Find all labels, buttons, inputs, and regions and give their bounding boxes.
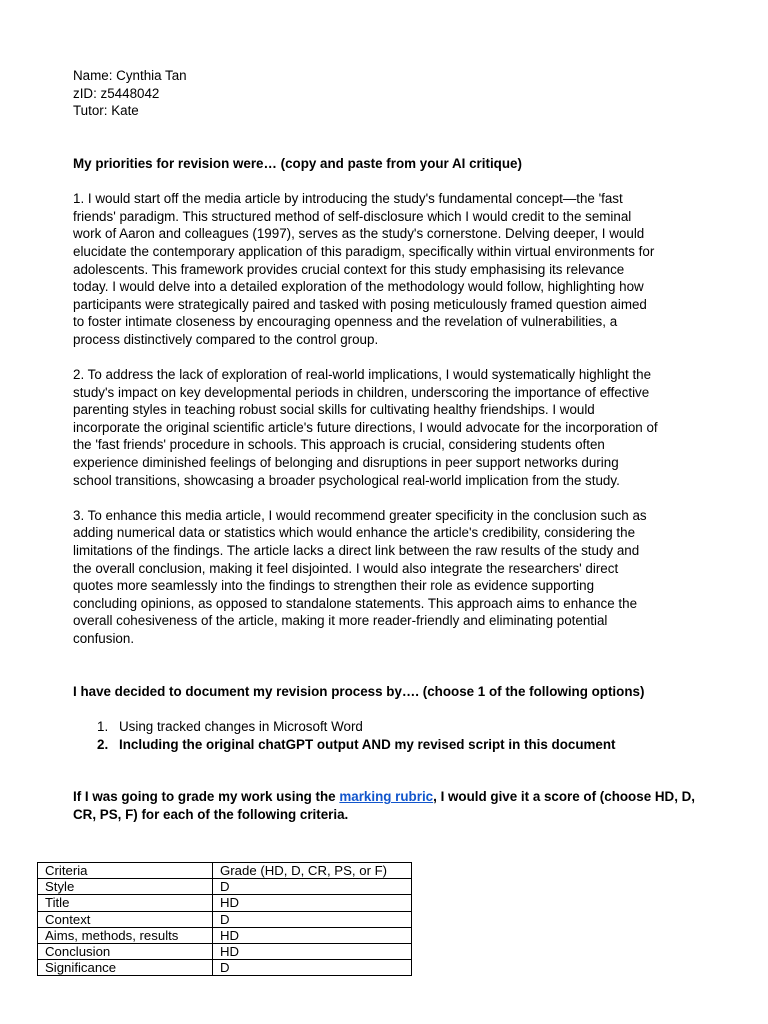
revision-option-number: 1. [97, 718, 109, 734]
revision-option-number: 2. [97, 736, 109, 752]
grading-intro-before: If I was going to grade my work using the [73, 789, 340, 805]
student-name: Name: Cynthia Tan [73, 68, 187, 83]
table-row [38, 879, 412, 895]
revision-heading: I have decided to document my revision process by…. (choose 1 of the following options) [73, 683, 645, 699]
grading-intro [73, 788, 698, 823]
priority-item-1: 1. I would start off the media article by introducing the study's fundamental concept—the 'fast friends' paradigm. This structured method of self-disclosure which I would credit to the seminal work of Aaron and colleagues (1997), serves as the study's cornerstone. Delving deeper, I would elucidate the contemporary application of this paradigm, specifically within virtual environments for adolescents. This framework provides crucial context for this study emphasising its relevance today. I would delve into a detailed exploration of the methodology would follow, highlighting how participants were strategically paired and tasked with posing meticulously framed question aimed to foster intimate closeness by encouraging openness and the revelation of vulnerabilities, a process distinctively compared to the control group. [73, 191, 655, 347]
criteria-cell: Title [38, 895, 213, 911]
table-header-cell: Criteria [38, 863, 213, 879]
student-zid: zID: z5448042 [73, 85, 160, 101]
grade-cell: HD [213, 944, 412, 960]
table-row [38, 911, 412, 927]
grades-table [37, 862, 412, 976]
criteria-cell: Aims, methods, results [38, 927, 213, 943]
priorities-heading: My priorities for revision were… (copy and paste from your AI critique) [73, 155, 522, 171]
tutor-name: Tutor: Kate [73, 103, 139, 119]
table-row [38, 944, 412, 960]
criteria-cell: Style [38, 879, 213, 895]
criteria-cell: Context [38, 911, 213, 927]
revision-option-2 [73, 736, 698, 754]
priority-item-2: 2. To address the lack of exploration of real-world implications, I would systematically highlight the study's impact on key developmental periods in children, underscoring the importance of effective parenting styles in teaching robust social skills for cultivating healthy friendships. I would incorporate the original scientific article's future directions, I would advocate for the incorporation of the 'fast friends' procedure in schools. This approach is crucial, considering students often experience diminished feelings of belonging and disruptions in peer support networks during school transitions, showcasing a broader psychological real-world implication from the study. [73, 367, 658, 488]
table-row [38, 895, 412, 911]
grade-cell: D [213, 960, 412, 976]
grade-cell: HD [213, 895, 412, 911]
criteria-cell: Significance [38, 960, 213, 976]
table-row [38, 960, 412, 976]
grading-intro-after: , I would give it a score of (choose HD, D, CR, PS, F) for each of the following criteria. [73, 789, 696, 822]
marking-rubric-link[interactable]: marking rubric [339, 789, 434, 805]
revision-option-text: Including the original chatGPT output AND my revised script in this document [119, 736, 616, 752]
document-page [73, 67, 698, 824]
revision-option-text: Using tracked changes in Microsoft Word [119, 718, 363, 734]
grade-cell: D [213, 879, 412, 895]
revision-option-1 [73, 718, 698, 736]
table-row [38, 927, 412, 943]
grade-cell: D [213, 911, 412, 927]
revision-options-list [73, 718, 698, 753]
grade-cell: HD [213, 927, 412, 943]
table-header-cell: Grade (HD, D, CR, PS, or F) [213, 863, 412, 879]
criteria-cell: Conclusion [38, 944, 213, 960]
table-header-row [38, 863, 412, 879]
priority-item-3: 3. To enhance this media article, I would recommend greater specificity in the conclusion such as adding numerical data or statistics which would enhance the article's credibility, considering the limitations of the findings. The article lacks a direct link between the raw results of the study and the overall conclusion, making it feel disjointed. I would also integrate the researchers' direct quotes more seamlessly into the findings to strengthen their role as evidence supporting concluding opinions, as opposed to standalone statements. This approach aims to enhance the overall cohesiveness of the article, making it more reader-friendly and eliminating potential confusion. [73, 507, 647, 646]
